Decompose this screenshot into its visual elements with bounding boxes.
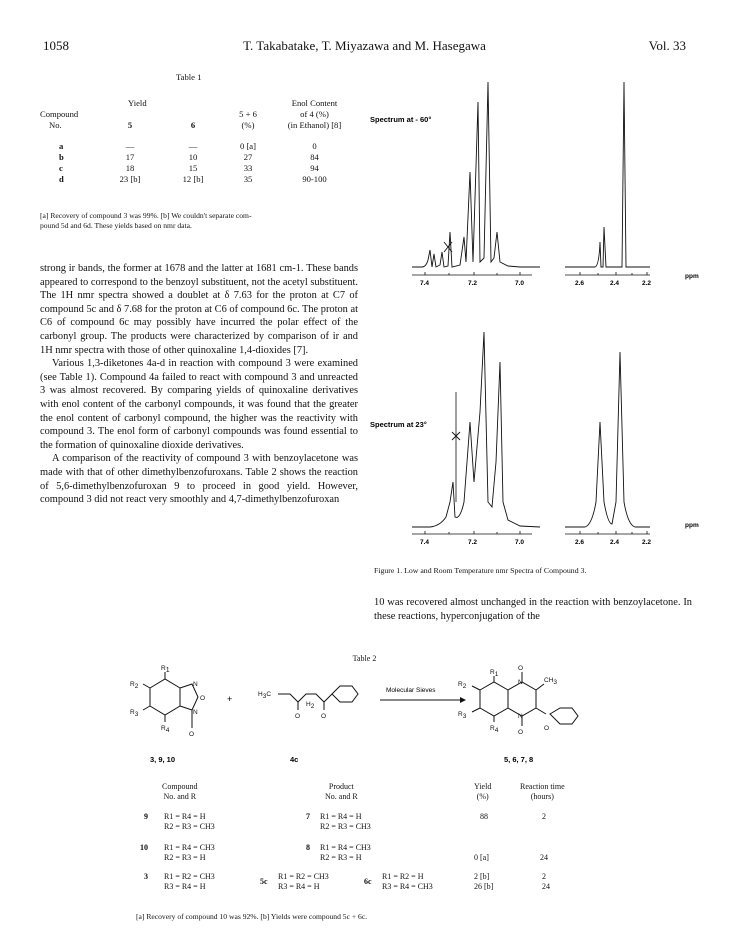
spectrum-rt-aliphatic — [565, 352, 650, 527]
reagent-label: 4c — [290, 755, 299, 764]
svg-text:R4: R4 — [161, 725, 170, 734]
table1-enol-header: Enol Content — [291, 98, 338, 108]
table2-time-header: Reaction time (hours) — [520, 782, 565, 801]
spectrum-rt-aromatic — [412, 332, 540, 527]
svg-text:R2: R2 — [458, 681, 467, 690]
reaction-scheme — [120, 662, 620, 770]
paragraph: Various 1,3-diketones 4a-d in reaction with compound 3 were examined (see Table 1). Compound 4a failed to react with compound 3 and unreacted 3 was almost recovered. By comparing yields of quinoxaline derivatives with enol content of the carbonyl compounds, it was found that the greater the enol content of carbonyl compound, the higher was the reactivity with compound 3. The enol form of carbonyl compounds was found essential to the formation of quinoxaline dioxide derivatives. — [40, 358, 358, 451]
tick-label: 7.2 — [468, 539, 478, 546]
table1-enol-unit: (in Ethanol) [8] — [287, 120, 342, 130]
table1-title: Table 1 — [176, 72, 202, 82]
svg-text:H2: H2 — [306, 701, 315, 710]
svg-text:N: N — [193, 681, 198, 688]
product-label: 5, 6, 7, 8 — [504, 755, 534, 764]
table2-title: Table 2 — [352, 654, 377, 663]
spectrum-label-rt: Spectrum at 23° — [370, 420, 427, 429]
running-head: T. Takabatake, T. Miyazawa and M. Hasegawa — [243, 38, 486, 53]
table1-compound-header: Compound — [40, 109, 79, 119]
spectrum-label-low: Spectrum at - 60° — [370, 115, 432, 124]
table2-yield-header: Yield (%) — [474, 782, 492, 801]
axis-rt — [412, 522, 699, 546]
tick-label: 7.4 — [420, 280, 430, 287]
table2-footnote: [a] Recovery of compound 10 was 92%. [b] Yields were compound 5c + 6c. — [136, 912, 368, 921]
svg-text:R2: R2 — [130, 681, 139, 690]
svg-text:R3: R3 — [130, 709, 139, 718]
page-number: 1058 — [43, 38, 69, 53]
tick-label: 7.2 — [468, 280, 478, 287]
quinoxaline-dioxide-structure — [472, 672, 578, 726]
tick-label: 2.2 — [642, 539, 652, 546]
table-row: c 18 15 33 94 — [59, 163, 319, 173]
table1 — [40, 98, 355, 185]
volume: Vol. 33 — [648, 38, 686, 53]
figure-caption: Figure 1. Low and Room Temperature nmr Spectra of Compound 3. — [374, 566, 587, 575]
paragraph: 10 was recovered almost unchanged in the reaction with benzoylacetone. In these reactions, hyperconjugation of the — [374, 597, 692, 622]
svg-text:N: N — [518, 679, 523, 686]
table-row: a — — 0 [a] 0 — [59, 141, 317, 151]
svg-text:O: O — [295, 713, 301, 720]
table1-col5-header: 5 — [127, 120, 133, 130]
svg-text:R1: R1 — [161, 665, 170, 674]
paragraph: A comparison of the reactivity of compound 3 with benzoylacetone was made with that of other dimethylbenzofuroxans. Table 2 shows the reaction of 5,6-dimethylbenzofuroxan 9 to proceed in good yield. However, compound 3 did not react very smoothly and 4,7-dimethylbenzofuroxan — [40, 453, 358, 506]
svg-text:O: O — [544, 725, 550, 732]
svg-text:N: N — [193, 709, 198, 716]
svg-text:R3: R3 — [458, 711, 467, 720]
tick-label: 2.2 — [642, 280, 652, 287]
tick-label: 2.6 — [575, 280, 585, 287]
table-row: 9 R1 = R4 = H R2 = R3 = CH3 7 R1 = R4 = H R2 = R3 = CH3 88 2 — [144, 812, 546, 831]
svg-text:CH3: CH3 — [544, 677, 558, 686]
table-row: 10 R1 = R4 = CH3 R2 = R3 = H 8 R1 = R4 = CH3 R2 = R3 = H 0 [a] 24 — [140, 843, 548, 862]
tick-label: 2.4 — [610, 539, 620, 546]
body-text-right — [374, 596, 692, 623]
reactant-label: 3, 9, 10 — [150, 755, 176, 764]
svg-text:O: O — [518, 729, 524, 736]
spectrum-low-aliphatic — [565, 82, 650, 267]
axis-unit: ppm — [685, 522, 699, 529]
table1-footnote: [a] Recovery of compound 3 was 99%. [b] We couldn't separate com- pound 5d and 6d. These yields based on nmr data. — [40, 211, 252, 230]
table-row: 3 R1 = R2 = CH3 R3 = R4 = H 5c R1 = R2 = CH3 R3 = R4 = H 6c R1 = R2 = H R3 = R4 = CH3 2 [b] 26 [b] 2 24 — [144, 872, 550, 891]
svg-text:R4: R4 — [490, 725, 499, 734]
arrow-label: Molecular Sieves — [386, 687, 436, 694]
tick-label: 7.0 — [515, 539, 525, 546]
svg-text:R1: R1 — [490, 669, 499, 678]
axis-low — [412, 272, 699, 287]
table1-sum-header: 5 + 6 — [239, 109, 257, 119]
table1-sum-unit: (%) — [241, 120, 255, 130]
axis-unit: ppm — [685, 273, 699, 280]
tick-label: 7.0 — [515, 280, 525, 287]
table-row: b 17 10 27 84 — [59, 152, 319, 162]
svg-text:O: O — [200, 695, 206, 702]
svg-text:O: O — [189, 731, 195, 738]
table1-enol-header-2: of 4 (%) — [300, 109, 329, 119]
tick-label: 7.4 — [420, 539, 430, 546]
paragraph: strong ir bands, the former at 1678 and the latter at 1681 cm-1. These bands appeared to correspond to the benzoyl substituent, not the acetyl substituent. The 1H nmr spectra showed a doublet at δ 7.63 for the proton at C7 of compound 5c and δ 7.68 for the proton at C6 of compound 6c. The proton at C6 of compound 6c may possibly have incurred the polar effect of the carbonyl group. The products were characterized by comparison of ir and 1H nmr spectra with those of other quinoxaline 1,4-dioxides [7]. — [40, 263, 358, 356]
table2-product-header: Product No. and R — [325, 782, 358, 801]
nmr-figure — [360, 62, 720, 582]
benzoylacetone-structure — [278, 686, 358, 710]
plus-sign: + — [227, 694, 233, 704]
spectrum-low-aromatic — [412, 82, 540, 267]
svg-text:H3C: H3C — [258, 691, 272, 700]
tick-label: 2.6 — [575, 539, 585, 546]
table-row: d 23 [b] 12 [b] 35 90-100 — [59, 174, 327, 184]
benzofuroxan-structure — [143, 672, 198, 728]
table1-no-header: No. — [49, 120, 62, 130]
body-text — [40, 262, 358, 507]
table2-compound-header: Compound No. and R — [162, 782, 198, 801]
svg-text:N: N — [518, 713, 523, 720]
tick-label: 2.4 — [610, 280, 620, 287]
table1-col6-header: 6 — [190, 120, 196, 130]
svg-text:O: O — [518, 665, 524, 672]
svg-text:O: O — [321, 713, 327, 720]
table1-yield-header: Yield — [128, 98, 147, 108]
